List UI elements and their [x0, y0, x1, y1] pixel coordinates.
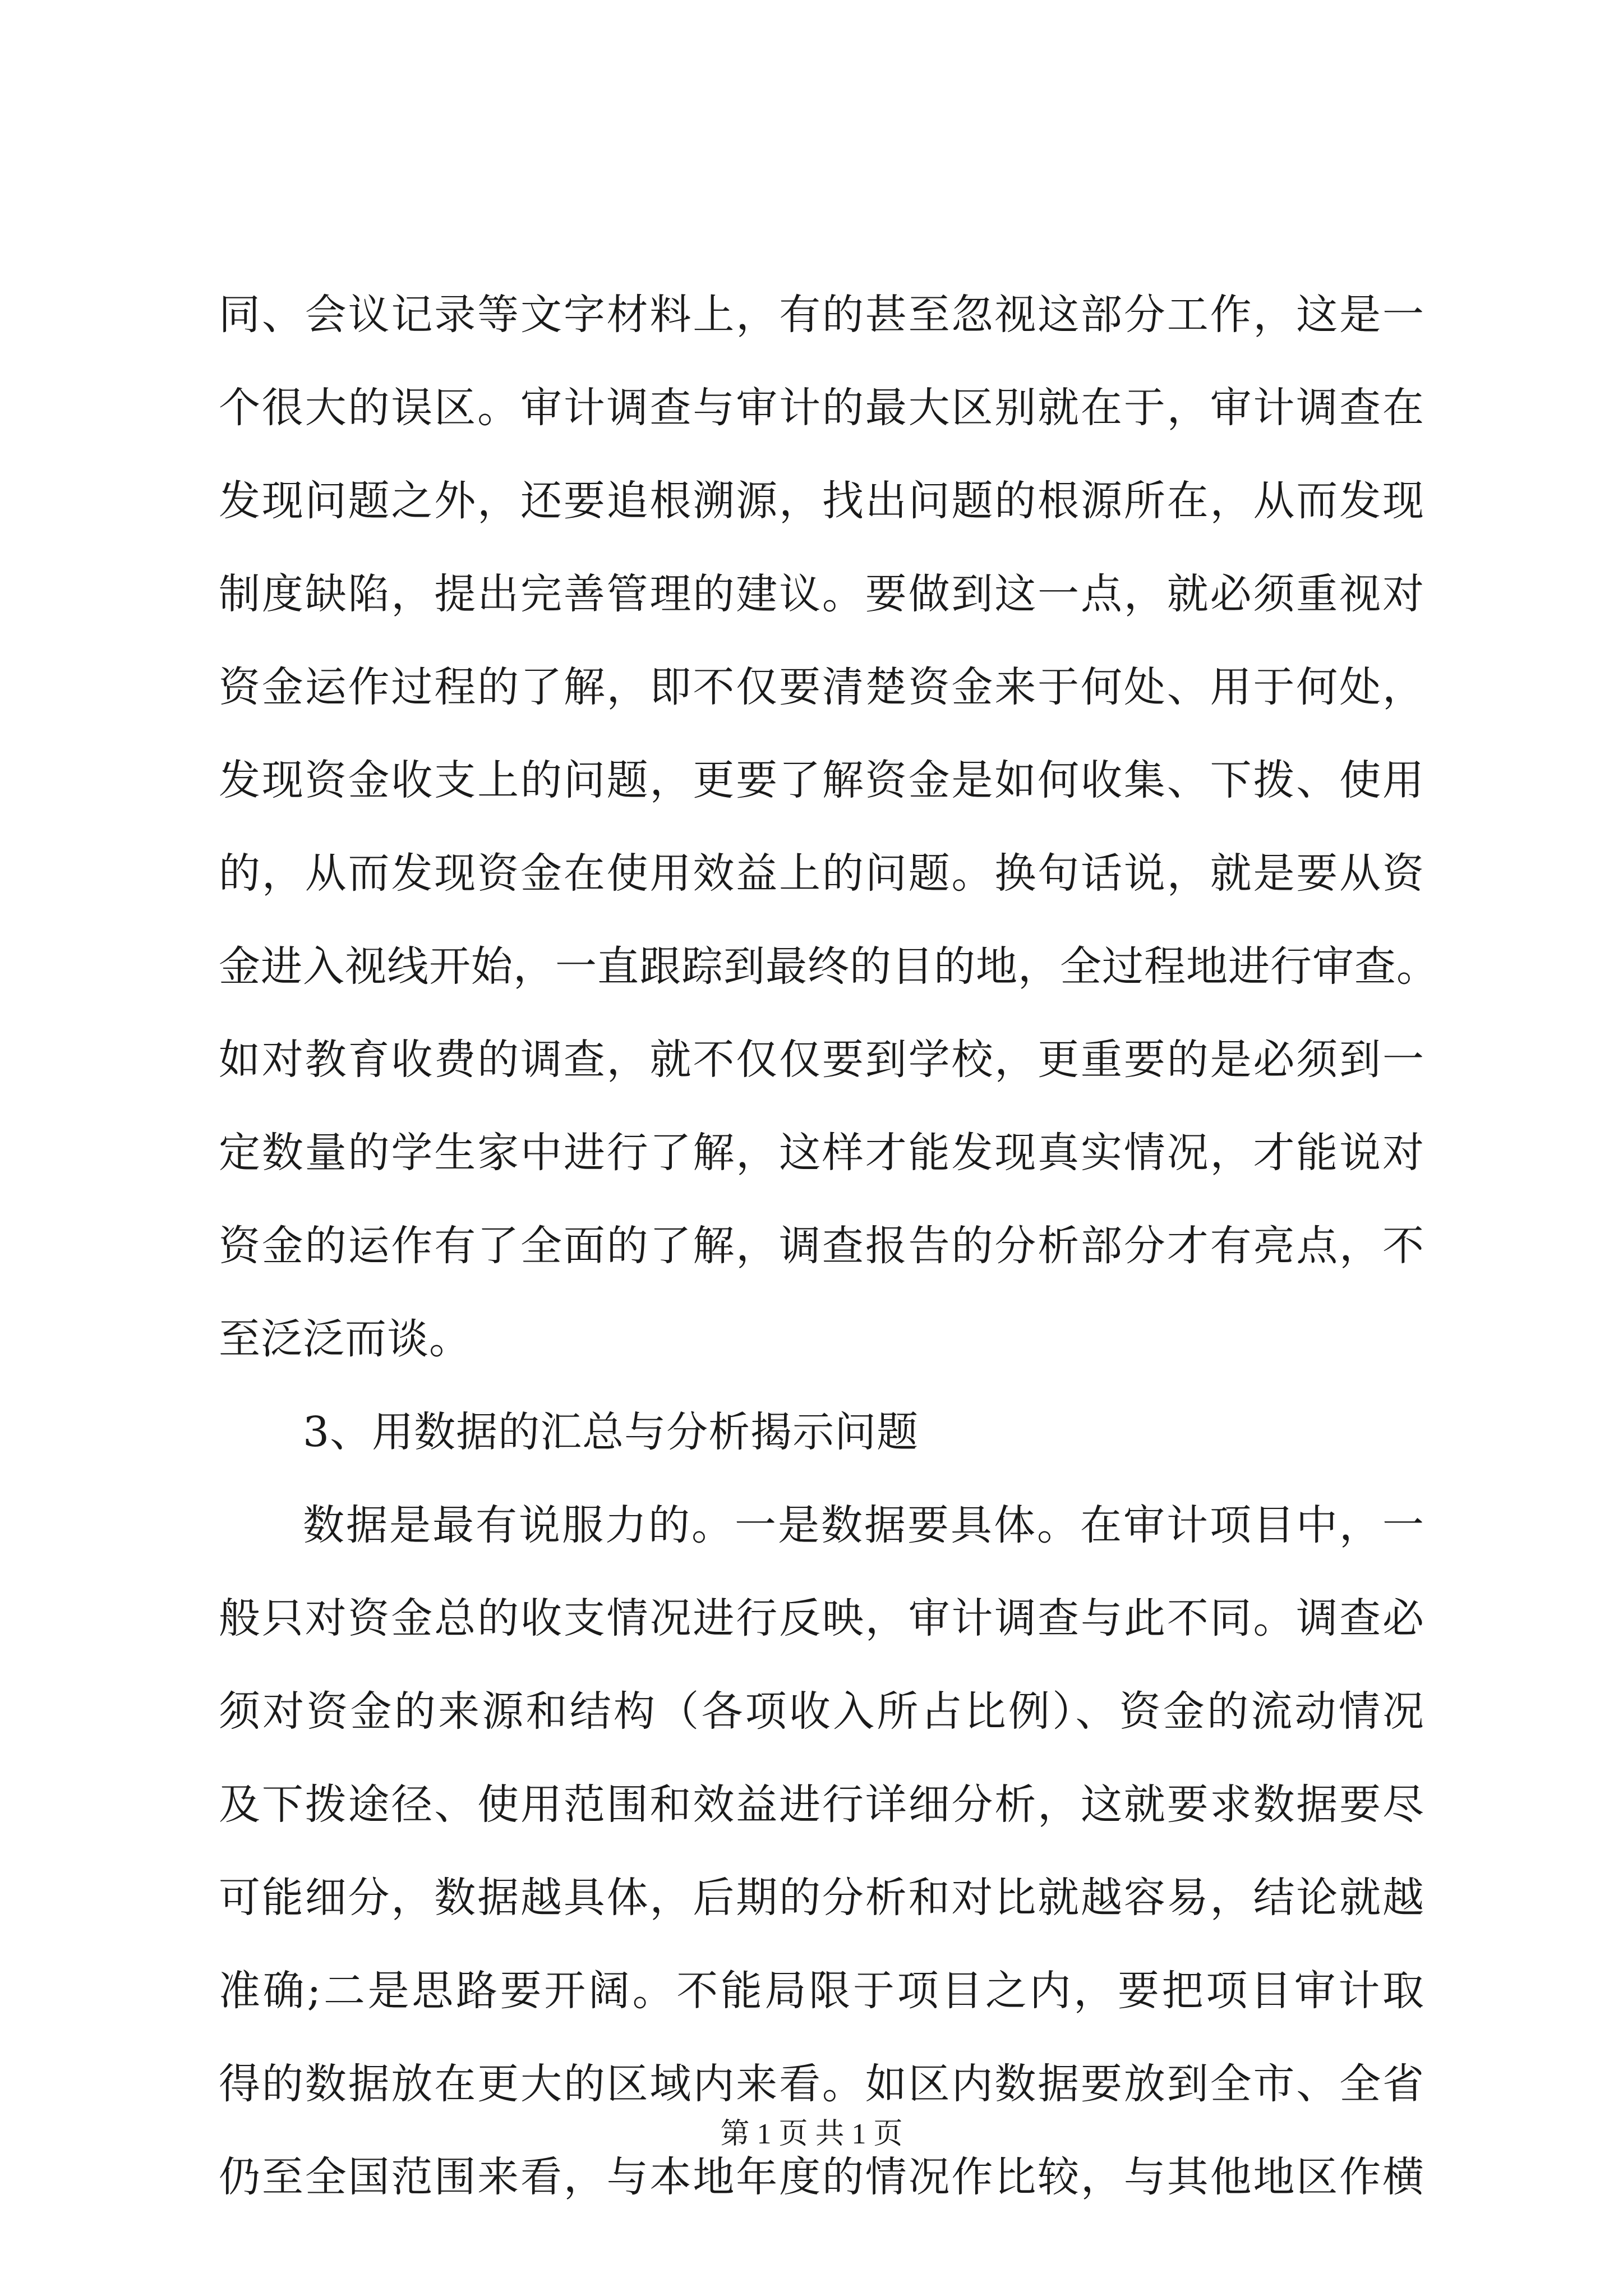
text-line: 3、用数据的汇总与分析揭示问题 [303, 1408, 919, 1456]
text-line: 至泛泛而谈。 [219, 1315, 471, 1363]
text-line: 发现资金收支上的问题，更要了解资金是如何收集、下拨、使用 [219, 756, 1424, 804]
text-line: 仍至全国范围来看，与本地年度的情况作比较，与其他地区作横 [219, 2153, 1424, 2201]
text-line: 数据是最有说服力的。一是数据要具体。在审计项目中，一 [303, 1501, 1424, 1549]
text-line: 的，从而发现资金在使用效益上的问题。换句话说，就是要从资 [219, 849, 1424, 898]
text-line: 须对资金的来源和结构（各项收入所占比例）、资金的流动情况 [219, 1687, 1424, 1736]
text-line: 得的数据放在更大的区域内来看。如区内数据要放到全市、全省 [219, 2060, 1424, 2108]
text-line: 般只对资金总的收支情况进行反映，审计调查与此不同。调查必 [219, 1594, 1424, 1642]
text-line: 制度缺陷，提出完善管理的建议。要做到这一点，就必须重视对 [219, 570, 1424, 618]
text-line: 个很大的误区。审计调查与审计的最大区别就在于，审计调查在 [219, 384, 1424, 432]
text-line: 定数量的学生家中进行了解，这样才能发现真实情况，才能说对 [219, 1129, 1424, 1177]
text-line: 及下拨途径、使用范围和效益进行详细分析，这就要求数据要尽 [219, 1780, 1424, 1829]
text-line: 如对教育收费的调查，就不仅仅要到学校，更重要的是必须到一 [219, 1036, 1424, 1084]
text-line: 同、会议记录等文字材料上，有的甚至忽视这部分工作，这是一 [219, 291, 1424, 339]
text-line: 资金的运作有了全面的了解，调查报告的分析部分才有亮点，不 [219, 1222, 1424, 1270]
text-line: 发现问题之外，还要追根溯源，找出问题的根源所在，从而发现 [219, 477, 1424, 525]
text-line: 可能细分，数据越具体，后期的分析和对比就越容易，结论就越 [219, 1874, 1424, 1922]
document-body [219, 268, 1438, 2224]
page-footer: 第 1 页 共 1 页 [720, 2118, 903, 2150]
text-line: 金进入视线开始，一直跟踪到最终的目的地，全过程地进行审查。 [219, 942, 1438, 991]
text-line: 资金运作过程的了解，即不仅要清楚资金来于何处、用于何处， [219, 663, 1424, 711]
text-line: 准确;二是思路要开阔。不能局限于项目之内，要把项目审计取 [219, 1967, 1424, 2015]
